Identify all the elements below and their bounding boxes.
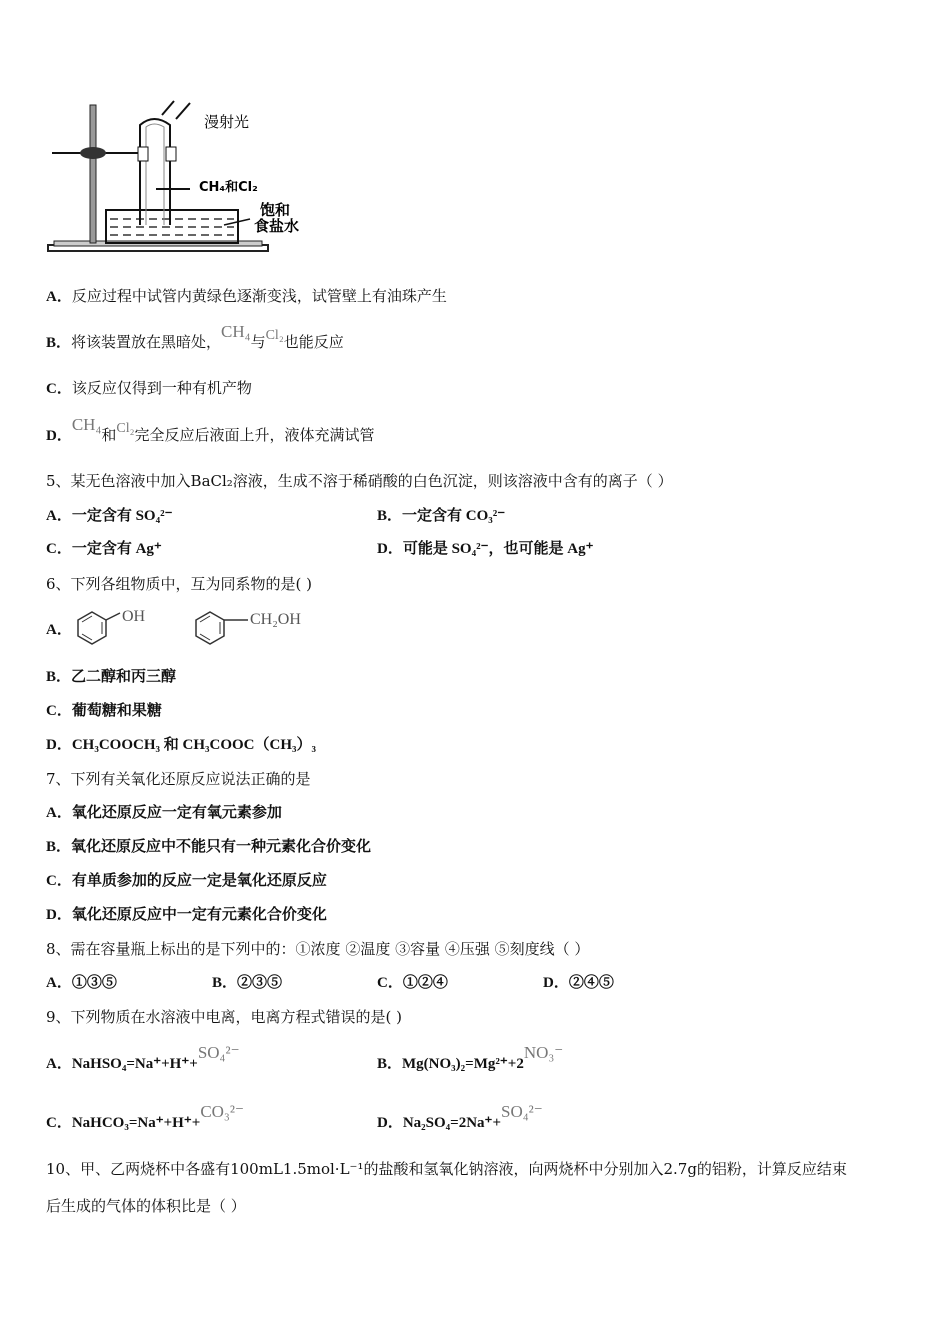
q8-option-c: C．①②④ xyxy=(377,975,448,991)
svg-text:CH₂OH: CH₂OH xyxy=(250,611,301,628)
q4-option-b: B．将该装置放在黑暗处，CH₄与Cl₂也能反应 xyxy=(46,322,344,351)
q4-option-d: D．CH₄和Cl₂完全反应后液面上升，液体充满试管 xyxy=(46,415,375,444)
q10-stem-line-1: 10、甲、乙两烧杯中各盛有100mL1.5mol·L⁻¹的盐酸和氢氧化钠溶液，向两烧杯中分别加入2.7g的铝粉，计算反应结束 xyxy=(46,1160,847,1178)
q5-option-b: B．一定含有 CO₃²⁻ xyxy=(377,508,506,524)
svg-text:OH: OH xyxy=(122,608,146,625)
apparatus-diagram xyxy=(44,95,364,255)
q6-stem: 6、下列各组物质中，互为同系物的是( ) xyxy=(46,575,313,593)
q5-option-c: C．一定含有 Ag⁺ xyxy=(46,541,162,557)
q8-stem: 8、需在容量瓶上标出的是下列中的：①浓度 ②温度 ③容量 ④压强 ⑤刻度线（ ） xyxy=(46,940,590,958)
q9-option-c: C．NaHCO₃=Na⁺+H⁺+CO₃²⁻ xyxy=(46,1102,244,1131)
q5-option-a: A．一定含有 SO₄²⁻ xyxy=(46,508,173,524)
q7-option-c: C．有单质参加的反应一定是氧化还原反应 xyxy=(46,873,327,889)
q9-stem: 9、下列物质在水溶液中电离，电离方程式错误的是( ) xyxy=(46,1008,403,1026)
q9-option-b: B．Mg(NO₃)₂=Mg²⁺+2NO₃⁻ xyxy=(377,1043,564,1072)
solution-label-2: 食盐水 xyxy=(254,217,300,235)
q4-option-a: A．反应过程中试管内黄绿色逐渐变浅，试管壁上有油珠产生 xyxy=(46,287,447,305)
q8-option-a: A．①③⑤ xyxy=(46,975,117,991)
q7-option-d: D．氧化还原反应中一定有元素化合价变化 xyxy=(46,907,327,923)
q7-option-b: B．氧化还原反应中不能只有一种元素化合价变化 xyxy=(46,839,372,855)
phenol-structure xyxy=(72,604,172,650)
benzyl-alcohol-structure xyxy=(190,604,330,650)
gas-label: CH₄和Cl₂ xyxy=(199,180,258,195)
q6-option-d: D．CH₃COOCH₃ 和 CH₃COOC（CH₃）₃ xyxy=(46,737,316,753)
q9-option-d: D．Na₂SO₄=2Na⁺+SO₄²⁻ xyxy=(377,1102,543,1131)
q6-option-c: C．葡萄糖和果糖 xyxy=(46,703,162,719)
q7-stem: 7、下列有关氧化还原反应说法正确的是 xyxy=(46,770,311,788)
q5-stem: 5、某无色溶液中加入BaCl₂溶液，生成不溶于稀硝酸的白色沉淀，则该溶液中含有的离子（ ） xyxy=(46,472,673,490)
q8-option-b: B．②③⑤ xyxy=(212,975,283,991)
q6-option-a-label: A． xyxy=(46,622,72,638)
q8-option-d: D．②④⑤ xyxy=(543,975,614,991)
q10-stem-line-2: 后生成的气体的体积比是（ ） xyxy=(46,1197,246,1215)
q9-option-a: A．NaHSO₄=Na⁺+H⁺+SO₄²⁻ xyxy=(46,1043,240,1072)
q4-option-c: C．该反应仅得到一种有机产物 xyxy=(46,379,252,397)
solution-label-1: 饱和 xyxy=(260,201,291,219)
q6-option-b: B．乙二醇和丙三醇 xyxy=(46,669,177,685)
q5-option-d: D．可能是 SO₄²⁻，也可能是 Ag⁺ xyxy=(377,541,594,557)
light-label: 漫射光 xyxy=(204,113,250,131)
q7-option-a: A．氧化还原反应一定有氧元素参加 xyxy=(46,805,282,821)
